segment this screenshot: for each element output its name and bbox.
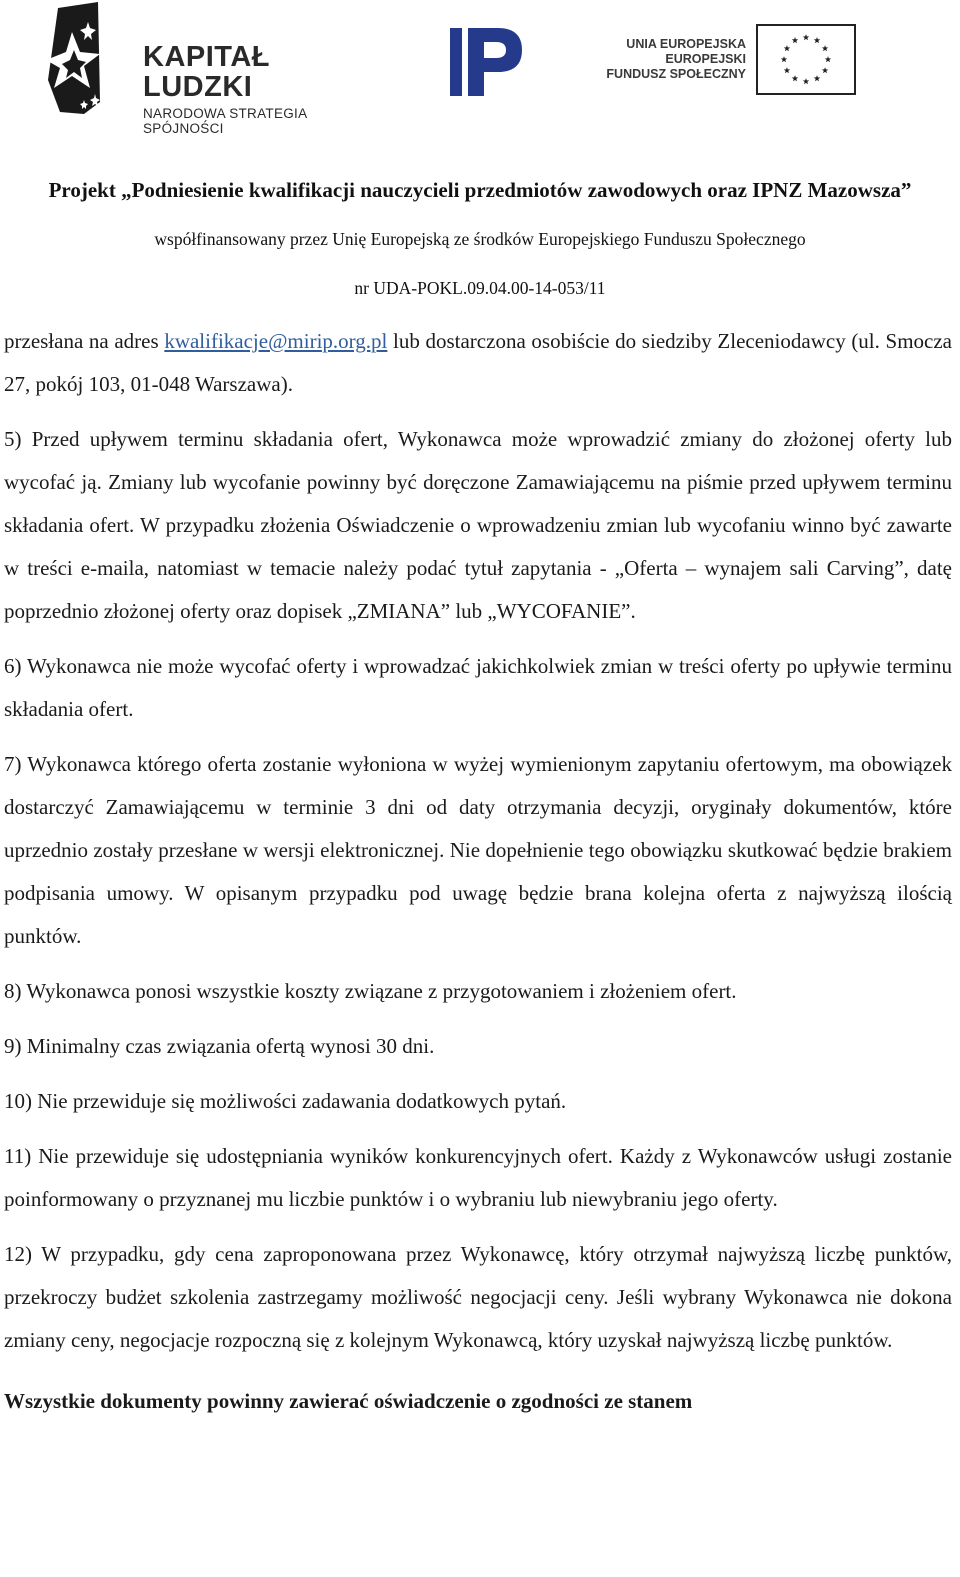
irp-logo (448, 26, 530, 98)
ue-line-3: FUNDUSZ SPOŁECZNY (606, 67, 746, 81)
paragraph-address (4, 320, 952, 406)
kapital-ludzki-title: KAPITAŁ LUDZKI (143, 41, 271, 103)
paragraph-9: 9) Minimalny czas związania ofertą wynosi 30 dni. (4, 1034, 435, 1058)
kapital-ludzki-subtitle: NARODOWA STRATEGIA SPÓJNOŚCI (143, 106, 307, 136)
ue-line-1: UNIA EUROPEJSKA (626, 37, 746, 51)
kapital-ludzki-logo (40, 2, 385, 136)
ue-text (596, 37, 746, 82)
paragraph-10: 10) Nie przewiduje się możliwości zadawania dodatkowych pytań. (4, 1089, 567, 1113)
email-link[interactable]: kwalifikacje@mirip.org.pl (164, 329, 388, 353)
paragraph-5: 5) Przed upływem terminu składania ofert, Wykonawca może wprowadzić zmiany do złożonej oferty lub wycofać ją. Zmiany lub wycofanie powinny być doręczone Zamawiającemu na piśmie przed upływem terminu składania ofert. W przypadku złożenia Oświadczenie o wprowadzeniu zmian lub wycofaniu winno być zawarte w treści e-maila, natomiast w temacie należy podać tytuł zapytania - „Oferta – wynajem sali Carving”, datę poprzednio złożonej oferty oraz dopisek „ZMIANA” lub „WYCOFANIE”. (4, 427, 952, 623)
document-body (4, 320, 952, 1435)
paragraph-12: 12) W przypadku, gdy cena zaproponowana przez Wykonawcę, który otrzymał najwyższą liczbę punktów, przekroczy budżet szkolenia zastrzegamy możliwość negocjacji ceny. Jeśli wybrany Wykonawca nie dokona zmiany ceny, negocjacje rozpoczną się z kolejnym Wykonawcą, który uzyskał najwyższą liczbę punktów. (4, 1242, 952, 1352)
cofinanced-line: współfinansowany przez Unię Europejską ze środków Europejskiego Funduszu Społecznego (154, 229, 806, 249)
final-bold-paragraph: Wszystkie dokumenty powinny zawierać oświadczenie o zgodności ze stanem (4, 1389, 693, 1413)
eu-flag-icon (756, 24, 856, 95)
address-text-before: przesłana na adres (4, 329, 165, 353)
ue-line-2: EUROPEJSKI (665, 52, 746, 66)
paragraph-8: 8) Wykonawca ponosi wszystkie koszty związane z przygotowaniem i złożeniem ofert. (4, 979, 737, 1003)
kapital-ludzki-star-icon (40, 2, 104, 120)
project-title: Projekt „Podniesienie kwalifikacji nauczycieli przedmiotów zawodowych oraz IPNZ Mazowsza” (48, 178, 912, 202)
project-number: nr UDA-POKL.09.04.00-14-053/11 (354, 278, 606, 298)
paragraph-11: 11) Nie przewiduje się udostępniania wyników konkurencyjnych ofert. Każdy z Wykonawców usługi zostanie poinformowany o przyznanej mu liczbie punktów i o wybraniu lub niewybraniu jego oferty. (4, 1144, 952, 1211)
logo-bar (0, 0, 960, 136)
address-text-after: lub dostarczona osobiście do siedziby Zleceniodawcy (ul. Smocza 27, pokój 103, 01-048 Warszawa). (4, 329, 953, 396)
paragraph-6: 6) Wykonawca nie może wycofać oferty i wprowadzać jakichkolwiek zmian w treści oferty po upływie terminu składania ofert. (4, 654, 952, 721)
paragraph-7: 7) Wykonawca którego oferta zostanie wyłoniona w wyżej wymienionym zapytaniu ofertowym, ma obowiązek dostarczyć Zamawiającemu w terminie 3 dni od daty otrzymania decyzji, oryginały dokumentów, które uprzednio zostały przesłane w wersji elektronicznej. Nie dopełnienie tego obowiązku skutkować będzie brakiem podpisania umowy. W opisanym przypadku pod uwagę będzie brana kolejna oferta z najwyższą ilością punktów. (4, 752, 952, 948)
kapital-ludzki-text (143, 42, 385, 136)
